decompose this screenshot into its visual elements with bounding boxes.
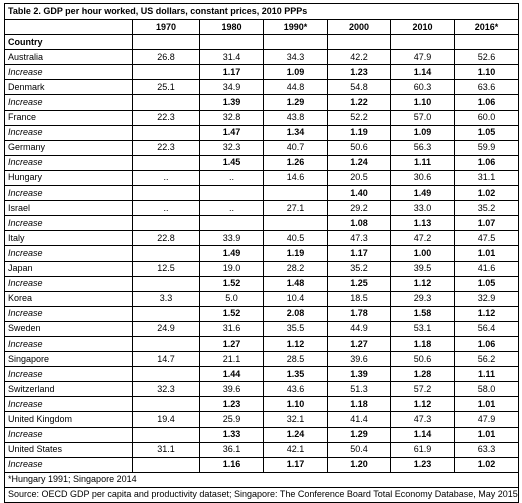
- increase-cell: 1.24: [264, 427, 328, 442]
- increase-cell: 1.01: [455, 246, 519, 261]
- gdp-table-container: [4, 3, 518, 503]
- increase-cell: 1.09: [391, 125, 455, 140]
- value-cell: 5.0: [200, 291, 264, 306]
- value-cell: 22.3: [133, 110, 200, 125]
- value-cell: 54.8: [328, 80, 391, 95]
- increase-cell: [133, 246, 200, 261]
- country-cell: Japan: [5, 261, 133, 276]
- value-cell: 22.8: [133, 231, 200, 246]
- increase-cell: 1.52: [200, 276, 264, 291]
- increase-cell: 1.16: [200, 457, 264, 472]
- increase-cell: 1.11: [391, 155, 455, 170]
- value-cell: 43.8: [264, 110, 328, 125]
- value-cell: 35.5: [264, 321, 328, 336]
- increase-cell: [133, 276, 200, 291]
- value-cell: 56.4: [455, 321, 519, 336]
- increase-cell: 1.25: [328, 276, 391, 291]
- increase-cell: 1.08: [328, 216, 391, 231]
- table-row: [5, 201, 519, 216]
- increase-cell: 1.27: [200, 336, 264, 351]
- value-cell: 47.9: [391, 50, 455, 65]
- increase-cell: 1.17: [264, 457, 328, 472]
- increase-cell: 1.05: [455, 125, 519, 140]
- increase-row: [5, 367, 519, 382]
- increase-cell: 1.22: [328, 95, 391, 110]
- table-row: [5, 261, 519, 276]
- increase-cell: [200, 186, 264, 201]
- increase-row: [5, 216, 519, 231]
- increase-label: Increase: [5, 276, 133, 291]
- increase-cell: 1.58: [391, 306, 455, 321]
- value-cell: 27.1: [264, 201, 328, 216]
- value-cell: 33.0: [391, 201, 455, 216]
- increase-cell: [133, 367, 200, 382]
- value-cell: 60.3: [391, 80, 455, 95]
- increase-cell: [133, 397, 200, 412]
- increase-row: [5, 65, 519, 80]
- increase-row: [5, 125, 519, 140]
- country-cell: Switzerland: [5, 382, 133, 397]
- increase-row: [5, 306, 519, 321]
- value-cell: 31.1: [133, 442, 200, 457]
- increase-cell: 1.35: [264, 367, 328, 382]
- value-cell: 32.9: [455, 291, 519, 306]
- country-cell: United Kingdom: [5, 412, 133, 427]
- value-cell: 3.3: [133, 291, 200, 306]
- value-cell: 12.5: [133, 261, 200, 276]
- increase-cell: 1.06: [455, 336, 519, 351]
- increase-cell: [133, 95, 200, 110]
- increase-cell: 1.24: [328, 155, 391, 170]
- value-cell: 61.9: [391, 442, 455, 457]
- table-row: [5, 442, 519, 457]
- increase-label: Increase: [5, 367, 133, 382]
- increase-cell: 1.44: [200, 367, 264, 382]
- value-cell: 47.9: [455, 412, 519, 427]
- table-row: [5, 170, 519, 185]
- value-cell: 32.3: [200, 140, 264, 155]
- value-cell: ..: [133, 170, 200, 185]
- increase-row: [5, 95, 519, 110]
- increase-cell: 1.02: [455, 457, 519, 472]
- value-cell: 52.6: [455, 50, 519, 65]
- value-cell: 42.1: [264, 442, 328, 457]
- value-cell: 30.6: [391, 170, 455, 185]
- value-cell: 29.2: [328, 201, 391, 216]
- value-cell: 29.3: [391, 291, 455, 306]
- value-cell: 31.1: [455, 170, 519, 185]
- country-cell: Denmark: [5, 80, 133, 95]
- value-cell: 63.3: [455, 442, 519, 457]
- increase-label: Increase: [5, 246, 133, 261]
- increase-row: [5, 427, 519, 442]
- column-header: 1970: [133, 20, 200, 35]
- value-cell: 50.6: [391, 352, 455, 367]
- increase-cell: 1.12: [455, 306, 519, 321]
- column-header: 2000: [328, 20, 391, 35]
- value-cell: 28.5: [264, 352, 328, 367]
- value-cell: 52.2: [328, 110, 391, 125]
- increase-cell: 1.28: [391, 367, 455, 382]
- source-note: Source: OECD GDP per capita and productivity dataset; Singapore: The Conference Board Total Economy Database, May 2015: [5, 487, 519, 502]
- increase-row: [5, 276, 519, 291]
- increase-cell: 1.49: [200, 246, 264, 261]
- value-cell: 57.0: [391, 110, 455, 125]
- value-cell: 10.4: [264, 291, 328, 306]
- increase-cell: 1.07: [455, 216, 519, 231]
- value-cell: 33.9: [200, 231, 264, 246]
- value-cell: 53.1: [391, 321, 455, 336]
- column-header: 2010: [391, 20, 455, 35]
- increase-cell: 1.12: [391, 276, 455, 291]
- increase-cell: 1.12: [391, 397, 455, 412]
- increase-cell: 1.48: [264, 276, 328, 291]
- country-cell: Italy: [5, 231, 133, 246]
- increase-cell: [264, 186, 328, 201]
- column-header-row: [5, 20, 519, 35]
- value-cell: 56.2: [455, 352, 519, 367]
- table-row: [5, 80, 519, 95]
- value-cell: ..: [200, 170, 264, 185]
- increase-label: Increase: [5, 306, 133, 321]
- increase-cell: 1.18: [391, 336, 455, 351]
- value-cell: 41.6: [455, 261, 519, 276]
- increase-cell: 1.45: [200, 155, 264, 170]
- increase-cell: 1.18: [328, 397, 391, 412]
- value-cell: 42.2: [328, 50, 391, 65]
- increase-cell: 1.06: [455, 155, 519, 170]
- increase-cell: 1.34: [264, 125, 328, 140]
- table-body: [5, 50, 519, 473]
- country-header-row: [5, 35, 519, 50]
- value-cell: 39.5: [391, 261, 455, 276]
- value-cell: 25.1: [133, 80, 200, 95]
- value-cell: 25.9: [200, 412, 264, 427]
- value-cell: 50.4: [328, 442, 391, 457]
- increase-cell: [133, 427, 200, 442]
- increase-cell: [133, 336, 200, 351]
- increase-cell: 1.11: [455, 367, 519, 382]
- table-row: [5, 231, 519, 246]
- value-cell: 28.2: [264, 261, 328, 276]
- increase-label: Increase: [5, 65, 133, 80]
- country-header: Country: [5, 35, 133, 50]
- value-cell: 44.9: [328, 321, 391, 336]
- value-cell: 34.9: [200, 80, 264, 95]
- value-cell: 14.7: [133, 352, 200, 367]
- country-cell: Singapore: [5, 352, 133, 367]
- table-row: [5, 412, 519, 427]
- increase-cell: 1.17: [200, 65, 264, 80]
- increase-label: Increase: [5, 125, 133, 140]
- increase-cell: 1.09: [264, 65, 328, 80]
- increase-label: Increase: [5, 216, 133, 231]
- value-cell: 40.7: [264, 140, 328, 155]
- value-cell: 47.2: [391, 231, 455, 246]
- value-cell: 50.6: [328, 140, 391, 155]
- increase-cell: 1.05: [455, 276, 519, 291]
- country-cell: Australia: [5, 50, 133, 65]
- increase-cell: 1.29: [264, 95, 328, 110]
- increase-label: Increase: [5, 336, 133, 351]
- increase-cell: 1.40: [328, 186, 391, 201]
- increase-cell: [133, 457, 200, 472]
- increase-cell: 1.78: [328, 306, 391, 321]
- table-row: [5, 50, 519, 65]
- increase-label: Increase: [5, 155, 133, 170]
- increase-cell: 1.52: [200, 306, 264, 321]
- column-header: 1990*: [264, 20, 328, 35]
- value-cell: 35.2: [328, 261, 391, 276]
- value-cell: 32.3: [133, 382, 200, 397]
- country-cell: France: [5, 110, 133, 125]
- value-cell: 36.1: [200, 442, 264, 457]
- value-cell: 63.6: [455, 80, 519, 95]
- increase-cell: 1.29: [328, 427, 391, 442]
- country-cell: United States: [5, 442, 133, 457]
- increase-cell: 1.02: [455, 186, 519, 201]
- increase-cell: [200, 216, 264, 231]
- table-title: Table 2. GDP per hour worked, US dollars, constant prices, 2010 PPPs: [5, 4, 519, 20]
- table-row: [5, 110, 519, 125]
- value-cell: 32.8: [200, 110, 264, 125]
- value-cell: 26.8: [133, 50, 200, 65]
- increase-cell: 2.08: [264, 306, 328, 321]
- value-cell: 19.0: [200, 261, 264, 276]
- increase-cell: 1.01: [455, 427, 519, 442]
- increase-row: [5, 397, 519, 412]
- increase-cell: [133, 125, 200, 140]
- increase-cell: [133, 65, 200, 80]
- gdp-table: [4, 3, 519, 503]
- column-header-blank: [5, 20, 133, 35]
- column-header: 2016*: [455, 20, 519, 35]
- increase-cell: 1.10: [391, 95, 455, 110]
- value-cell: 59.9: [455, 140, 519, 155]
- increase-cell: 1.23: [391, 457, 455, 472]
- increase-row: [5, 246, 519, 261]
- value-cell: 51.3: [328, 382, 391, 397]
- footnote: *Hungary 1991; Singapore 2014: [5, 472, 519, 487]
- table-row: [5, 140, 519, 155]
- value-cell: 14.6: [264, 170, 328, 185]
- increase-cell: 1.14: [391, 427, 455, 442]
- increase-cell: 1.14: [391, 65, 455, 80]
- value-cell: 44.8: [264, 80, 328, 95]
- increase-label: Increase: [5, 427, 133, 442]
- increase-cell: 1.23: [328, 65, 391, 80]
- increase-label: Increase: [5, 95, 133, 110]
- increase-row: [5, 186, 519, 201]
- increase-cell: 1.17: [328, 246, 391, 261]
- value-cell: 32.1: [264, 412, 328, 427]
- value-cell: 18.5: [328, 291, 391, 306]
- increase-cell: [133, 186, 200, 201]
- increase-cell: 1.23: [200, 397, 264, 412]
- increase-cell: 1.19: [264, 246, 328, 261]
- table-row: [5, 382, 519, 397]
- increase-cell: 1.00: [391, 246, 455, 261]
- increase-cell: 1.39: [200, 95, 264, 110]
- increase-label: Increase: [5, 397, 133, 412]
- value-cell: 39.6: [328, 352, 391, 367]
- value-cell: 19.4: [133, 412, 200, 427]
- value-cell: 21.1: [200, 352, 264, 367]
- increase-cell: 1.13: [391, 216, 455, 231]
- increase-cell: [133, 306, 200, 321]
- increase-cell: 1.26: [264, 155, 328, 170]
- value-cell: 39.6: [200, 382, 264, 397]
- table-row: [5, 352, 519, 367]
- increase-cell: 1.19: [328, 125, 391, 140]
- value-cell: 43.6: [264, 382, 328, 397]
- increase-cell: [133, 155, 200, 170]
- value-cell: 35.2: [455, 201, 519, 216]
- value-cell: 47.3: [328, 231, 391, 246]
- value-cell: ..: [133, 201, 200, 216]
- increase-cell: 1.33: [200, 427, 264, 442]
- increase-cell: 1.39: [328, 367, 391, 382]
- value-cell: 47.5: [455, 231, 519, 246]
- increase-cell: 1.27: [328, 336, 391, 351]
- increase-cell: 1.01: [455, 397, 519, 412]
- value-cell: 56.3: [391, 140, 455, 155]
- increase-label: Increase: [5, 457, 133, 472]
- value-cell: 24.9: [133, 321, 200, 336]
- column-header: 1980: [200, 20, 264, 35]
- increase-cell: 1.20: [328, 457, 391, 472]
- value-cell: 20.5: [328, 170, 391, 185]
- value-cell: ..: [200, 201, 264, 216]
- increase-cell: 1.49: [391, 186, 455, 201]
- value-cell: 41.4: [328, 412, 391, 427]
- country-cell: Germany: [5, 140, 133, 155]
- country-cell: Israel: [5, 201, 133, 216]
- increase-cell: 1.12: [264, 336, 328, 351]
- increase-row: [5, 155, 519, 170]
- increase-row: [5, 457, 519, 472]
- value-cell: 31.4: [200, 50, 264, 65]
- country-cell: Hungary: [5, 170, 133, 185]
- table-row: [5, 321, 519, 336]
- value-cell: 47.3: [391, 412, 455, 427]
- increase-cell: 1.10: [264, 397, 328, 412]
- value-cell: 60.0: [455, 110, 519, 125]
- increase-label: Increase: [5, 186, 133, 201]
- increase-cell: [264, 216, 328, 231]
- country-cell: Korea: [5, 291, 133, 306]
- value-cell: 22.3: [133, 140, 200, 155]
- increase-cell: 1.06: [455, 95, 519, 110]
- value-cell: 58.0: [455, 382, 519, 397]
- table-row: [5, 291, 519, 306]
- value-cell: 34.3: [264, 50, 328, 65]
- value-cell: 57.2: [391, 382, 455, 397]
- increase-cell: [133, 216, 200, 231]
- increase-cell: 1.10: [455, 65, 519, 80]
- increase-cell: 1.47: [200, 125, 264, 140]
- value-cell: 31.6: [200, 321, 264, 336]
- country-cell: Sweden: [5, 321, 133, 336]
- increase-row: [5, 336, 519, 351]
- value-cell: 40.5: [264, 231, 328, 246]
